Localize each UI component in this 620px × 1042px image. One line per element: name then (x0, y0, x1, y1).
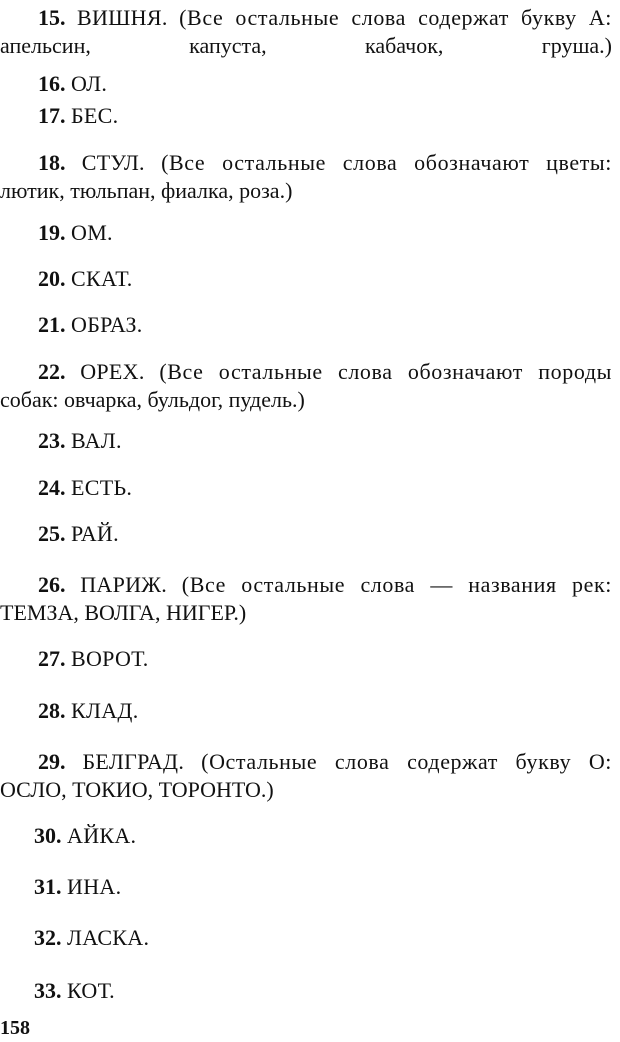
entry-note-line2: апельсин, капуста, кабачок, груша.) (0, 33, 612, 58)
entry-answer: БЕЛГРАД. (82, 749, 185, 774)
answer-entry-15 (0, 4, 620, 60)
entry-number: 20. (38, 266, 66, 291)
entry-answer: ОБРАЗ. (71, 312, 143, 337)
entry-number: 30. (34, 823, 62, 848)
entry-answer: АЙКА. (67, 823, 137, 848)
entry-answer: ВИШНЯ. (77, 5, 168, 30)
answer-entry-33 (0, 977, 620, 1005)
entry-answer: ОМ. (71, 220, 113, 245)
entry-number: 27. (38, 646, 66, 671)
answer-entry-17 (0, 102, 620, 130)
answer-entry-31 (0, 873, 620, 901)
entry-number: 25. (38, 521, 66, 546)
entry-number: 33. (34, 978, 62, 1003)
answer-entry-21 (0, 311, 620, 339)
entry-note-line1: (Все остальные слова содержат букву А: (179, 5, 613, 30)
entry-number: 29. (38, 749, 66, 774)
entry-answer: ВОРОТ. (71, 646, 149, 671)
entry-number: 17. (38, 103, 66, 128)
entry-number: 22. (38, 359, 66, 384)
entry-note-line2: ОСЛО, ТОКИО, ТОРОНТО.) (0, 777, 274, 802)
entry-answer: РАЙ. (71, 521, 119, 546)
entry-number: 21. (38, 312, 66, 337)
entry-note-line1: (Все остальные слова обозначают породы (159, 359, 612, 384)
entry-number: 32. (34, 925, 62, 950)
entry-answer: ИНА. (67, 874, 122, 899)
answer-entry-30 (0, 822, 620, 850)
entry-answer: ЕСТЬ. (71, 475, 133, 500)
page-number: 158 (0, 1017, 30, 1039)
answer-entry-25 (0, 520, 620, 548)
answer-entry-28 (0, 697, 620, 725)
answer-entry-26 (0, 571, 620, 627)
entry-number: 24. (38, 475, 66, 500)
answer-entry-22 (0, 358, 620, 414)
entry-answer: ВАЛ. (71, 428, 122, 453)
answer-entry-24 (0, 474, 620, 502)
entry-answer: СКАТ. (71, 266, 133, 291)
entry-answer: ПАРИЖ. (80, 572, 168, 597)
entry-answer: ЛАСКА. (67, 925, 150, 950)
answer-entry-27 (0, 645, 620, 673)
entry-note-line2: лютик, тюльпан, фиалка, роза.) (0, 178, 293, 203)
entry-note-line1: (Все остальные слова обозначают цветы: (161, 150, 613, 175)
entry-note-line2: собак: овчарка, бульдог, пудель.) (0, 387, 305, 412)
entry-number: 28. (38, 698, 66, 723)
entry-number: 16. (38, 71, 66, 96)
answer-entry-16 (0, 70, 620, 98)
entry-number: 31. (34, 874, 62, 899)
answer-entry-23 (0, 427, 620, 455)
answer-entry-32 (0, 924, 620, 952)
entry-number: 23. (38, 428, 66, 453)
entry-answer: СТУЛ. (81, 150, 145, 175)
answer-entry-19 (0, 219, 620, 247)
entry-note-line1: (Все остальные слова — названия рек: (181, 572, 613, 597)
entry-answer: ОЛ. (71, 71, 108, 96)
entry-note-line1: (Остальные слова содержат букву О: (201, 749, 613, 774)
entry-answer: ОРЕХ. (80, 359, 145, 384)
entry-note-line2: ТЕМЗА, ВОЛГА, НИГЕР.) (0, 600, 247, 625)
entry-number: 26. (38, 572, 66, 597)
entry-answer: КЛАД. (71, 698, 139, 723)
answer-entry-29 (0, 748, 620, 804)
entry-number: 15. (38, 5, 66, 30)
entry-answer: КОТ. (67, 978, 115, 1003)
entry-number: 18. (38, 150, 66, 175)
answer-entry-18 (0, 149, 620, 205)
entry-answer: БЕС. (71, 103, 119, 128)
entry-number: 19. (38, 220, 66, 245)
answer-entry-20 (0, 265, 620, 293)
